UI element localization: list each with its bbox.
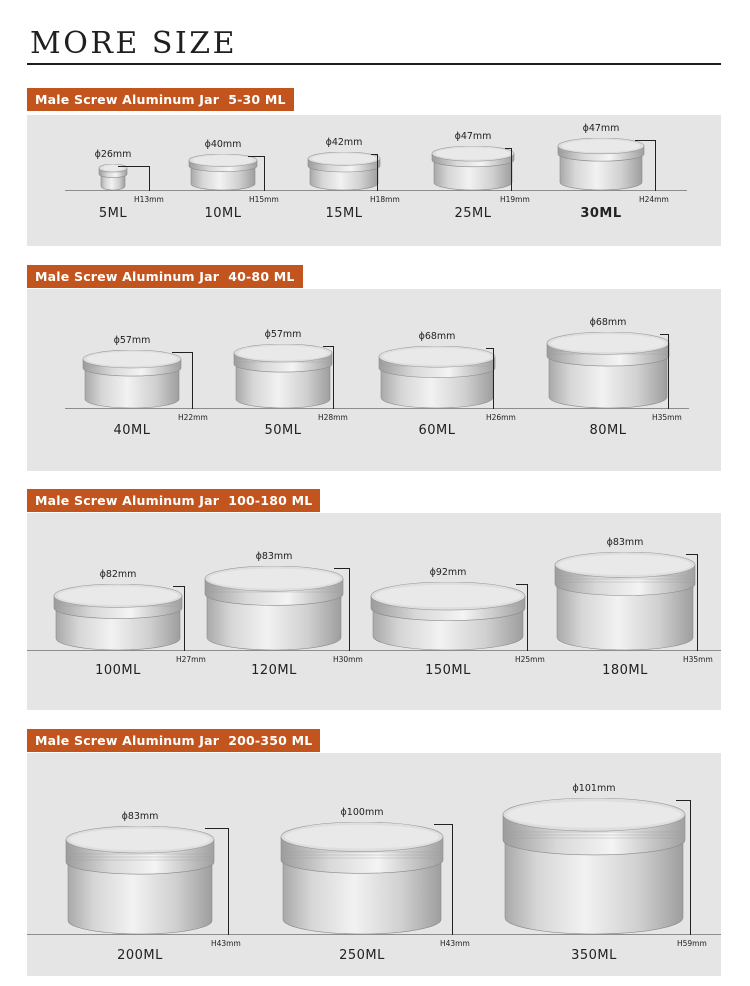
diameter-label: ϕ26mm [94, 149, 132, 160]
height-label: H59mm [677, 939, 707, 948]
height-marker [205, 828, 229, 935]
aluminum-jar-image [307, 152, 381, 190]
diameter-label: ϕ83mm [121, 811, 159, 822]
baseline [65, 408, 689, 409]
diameter-label: ϕ68mm [589, 317, 627, 328]
height-marker [248, 156, 265, 191]
page-title: MORE SIZE [30, 26, 237, 61]
height-label: H25mm [515, 655, 545, 664]
aluminum-jar-image [431, 146, 515, 190]
aluminum-jar-image [82, 350, 182, 408]
section-200-350ml [27, 729, 721, 976]
aluminum-jar-image [233, 344, 333, 408]
diameter-label: ϕ47mm [454, 131, 492, 142]
diameter-label: ϕ57mm [264, 329, 302, 340]
aluminum-jar-image [378, 346, 496, 408]
height-marker [334, 568, 350, 651]
aluminum-jar-image [204, 566, 344, 650]
aluminum-jar-image [554, 552, 696, 650]
volume-label: 15ML [325, 206, 363, 221]
height-label: H43mm [440, 939, 470, 948]
volume-label: 10ML [204, 206, 242, 221]
volume-label: 80ML [589, 423, 627, 438]
height-marker [516, 584, 528, 651]
aluminum-jar-image [546, 332, 670, 408]
section-title: Male Screw Aluminum Jar 200-350 ML [27, 729, 320, 752]
volume-label: 5ML [98, 206, 128, 221]
section-title: Male Screw Aluminum Jar 5-30 ML [27, 88, 294, 111]
diameter-label: ϕ83mm [606, 537, 644, 548]
height-label: H22mm [178, 413, 208, 422]
diameter-label: ϕ40mm [204, 139, 242, 150]
volume-label: 250ML [339, 948, 385, 963]
volume-label: 180ML [602, 663, 648, 678]
volume-label: 200ML [117, 948, 163, 963]
height-label: H35mm [652, 413, 682, 422]
baseline [27, 650, 721, 651]
height-label: H43mm [211, 939, 241, 948]
height-marker [486, 348, 494, 409]
height-label: H18mm [370, 195, 400, 204]
volume-label: 30ML [580, 206, 622, 221]
diameter-label: ϕ92mm [429, 567, 467, 578]
title-divider [27, 63, 721, 65]
height-marker [660, 334, 669, 409]
diameter-label: ϕ57mm [113, 335, 151, 346]
volume-label: 120ML [251, 663, 297, 678]
baseline [27, 934, 721, 935]
diameter-label: ϕ68mm [418, 331, 456, 342]
height-marker [371, 154, 378, 191]
height-label: H27mm [176, 655, 206, 664]
volume-label: 150ML [425, 663, 471, 678]
height-label: H28mm [318, 413, 348, 422]
volume-label: 50ML [264, 423, 302, 438]
diameter-label: ϕ47mm [582, 123, 620, 134]
diameter-label: ϕ101mm [572, 783, 616, 794]
diameter-label: ϕ100mm [340, 807, 384, 818]
height-label: H35mm [683, 655, 713, 664]
height-marker [173, 586, 185, 651]
volume-label: 25ML [454, 206, 492, 221]
section-100-180ml [27, 489, 721, 710]
aluminum-jar-image [557, 138, 645, 190]
diameter-label: ϕ42mm [325, 137, 363, 148]
height-marker [635, 140, 656, 191]
height-marker [676, 800, 691, 935]
height-label: H26mm [486, 413, 516, 422]
height-marker [505, 148, 512, 191]
diameter-label: ϕ82mm [99, 569, 137, 580]
diameter-label: ϕ83mm [255, 551, 293, 562]
section-5-30ml [27, 88, 721, 246]
aluminum-jar-image [502, 798, 686, 934]
volume-label: 40ML [113, 423, 151, 438]
aluminum-jar-image [370, 582, 526, 650]
height-label: H24mm [639, 195, 669, 204]
height-marker [434, 824, 453, 935]
section-title: Male Screw Aluminum Jar 40-80 ML [27, 265, 303, 288]
aluminum-jar-image [53, 584, 183, 650]
height-marker [323, 346, 334, 409]
volume-label: 350ML [571, 948, 617, 963]
height-label: H13mm [134, 195, 164, 204]
height-marker [172, 352, 193, 409]
volume-label: 100ML [95, 663, 141, 678]
height-marker [686, 554, 698, 651]
height-label: H15mm [249, 195, 279, 204]
height-label: H19mm [500, 195, 530, 204]
aluminum-jar-image [280, 822, 444, 934]
height-marker [118, 166, 150, 191]
height-label: H30mm [333, 655, 363, 664]
aluminum-jar-image [65, 826, 215, 934]
volume-label: 60ML [418, 423, 456, 438]
section-40-80ml [27, 265, 721, 471]
section-title: Male Screw Aluminum Jar 100-180 ML [27, 489, 320, 512]
